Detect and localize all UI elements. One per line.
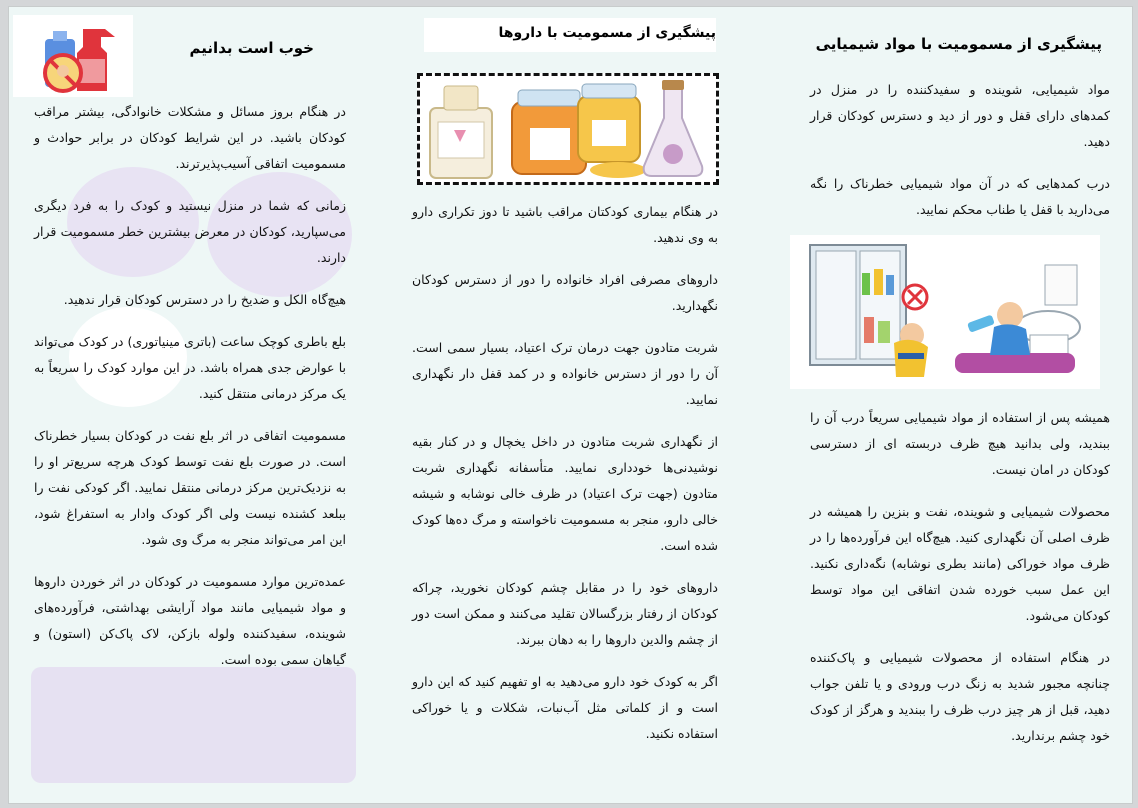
paragraph: اگر به کودک خود دارو می‌دهید به او تفهیم کنید که این دارو است و از کلماتی مثل آب‌نبات، شکلات و یا خوراکی استفاده نکنید.: [412, 674, 718, 741]
paragraph: در هنگام بروز مسائل و مشکلات خانوادگی، بیشتر مراقب کودکان باشید. در این شرایط کودکان در برابر حوادث و مسمومیت اتفاقی آسیب‌پذیرترند.: [34, 104, 346, 171]
right-column-text-bottom: [810, 405, 1110, 765]
paragraph: زمانی که شما در منزل نیستید و کودک را به فرد دیگری می‌سپارید، کودکان در معرض بیشترین خطر مسمومیت قرار دارند.: [34, 198, 346, 265]
children-chemicals-illustration: [790, 235, 1100, 389]
paragraph: داروهای مصرفی افراد خانواده را دور از دسترس کودکان نگهدارید.: [412, 272, 718, 313]
middle-column-text: [412, 199, 718, 763]
hazard-icon-box: [13, 15, 133, 97]
paragraph: درب کمدهایی که در آن مواد شیمیایی خطرناک را نگه می‌دارید با قفل یا طناب محکم نمایید.: [810, 176, 1110, 217]
paragraph: در هنگام بیماری کودکتان مراقب باشید تا دوز تکراری دارو به وی ندهید.: [412, 204, 718, 245]
paragraph: هیچ‌گاه الکل و ضدیخ را در دسترس کودکان قرار ندهید.: [63, 292, 346, 307]
left-column-text: [34, 99, 346, 689]
paragraph: مواد شیمیایی، شوینده و سفیدکننده را در منزل در کمدهای دارای قفل و دور از دید و دسترس کودکان قرار دهید.: [810, 82, 1110, 149]
right-column-heading: پیشگیری از مسمومیت با مواد شیمیایی: [815, 35, 1102, 53]
paragraph: محصولات شیمیایی و شوینده، نفت و بنزین را همیشه در ظرف اصلی آن نگهداری کنید. هیچ‌گاه این فرآورده‌ها را در ظرف مواد خوراکی (مانند بطری نوشابه) نگه‌داری نکنید. این عمل سبب خورده شدن اتفاقی این مواد توسط کودکان می‌شود.: [810, 504, 1110, 623]
paragraph: بلع باطری کوچک ساعت (باتری مینیاتوری) در کودک می‌تواند با عوارض جدی همراه باشد. در این موارد کودک را سریعاً به یک مرکز درمانی منتقل کنید.: [34, 334, 346, 401]
brochure-page: [8, 6, 1133, 804]
paragraph: همیشه پس از استفاده از مواد شیمیایی سریعاً درب آن را ببندید، ولی بدانید هیچ ظرف دربسته ای از دسترسی کودکان در امان نیست.: [810, 410, 1110, 477]
paragraph: از نگهداری شربت متادون در داخل یخچال و در کنار بقیه نوشیدنی‌ها خودداری نمایید. متأسفانه نگهداری شربت متادون (جهت ترک اعتیاد) در ظرف خالی نوشابه و شیشه خالی دارو، منجر به مسمومیت ناخواسته و مرگ ده‌ها کودک شده است.: [412, 434, 718, 553]
medicine-bottles-illustration: [417, 73, 719, 185]
left-column-heading: خوب است بدانیم: [189, 39, 314, 57]
cabinet-child-icon: [790, 235, 1100, 389]
paragraph: داروهای خود را در مقابل چشم کودکان نخورید، چراکه کودکان از رفتار بزرگسالان تقلید می‌کنند و ممکن است دور از چشم والدین داروها را به دهان ببرند.: [412, 580, 718, 647]
paragraph: در هنگام استفاده از محصولات شیمیایی و پاک‌کننده چنانچه مجبور شدید به زنگ درب ورودی و یا تلفن جواب دهید، قبل از هر چیز درب ظرف را ببندید و هرگز از کودک خود چشم برندارید.: [810, 650, 1110, 743]
middle-column-heading: پیشگیری از مسمومیت با داروها: [498, 25, 716, 41]
paragraph: عمده‌ترین موارد مسمومیت در کودکان در اثر خوردن داروها و مواد شیمیایی مانند مواد آرایشی بهداشتی، فرآورده‌های شوینده، سفیدکننده ولوله بازکن، لاک پاک‌کن (استون) و گیاهان سمی بوده است.: [34, 574, 346, 667]
right-column-text-top: [810, 77, 1110, 239]
paragraph: مسمومیت اتفاقی در اثر بلع نفت در کودکان بسیار خطرناک است. در صورت بلع نفت توسط کودک هرچه سریع‌تر او را به نزدیک‌ترین مرکز درمانی منتقل نمایید. اگر کودکی نفت را ببلعد کشنده نیست ولی اگر کودک وادار به استفراغ شود، این امر می‌تواند منجر به مرگ وی شود.: [34, 428, 346, 547]
paragraph: شربت متادون جهت درمان ترک اعتیاد، بسیار سمی است. آن را دور از دسترس خانواده و در کمد قفل دار نگهداری نمایید.: [412, 340, 718, 407]
pill-bottle-icon: [420, 76, 716, 182]
no-chemicals-icon: [13, 15, 133, 97]
